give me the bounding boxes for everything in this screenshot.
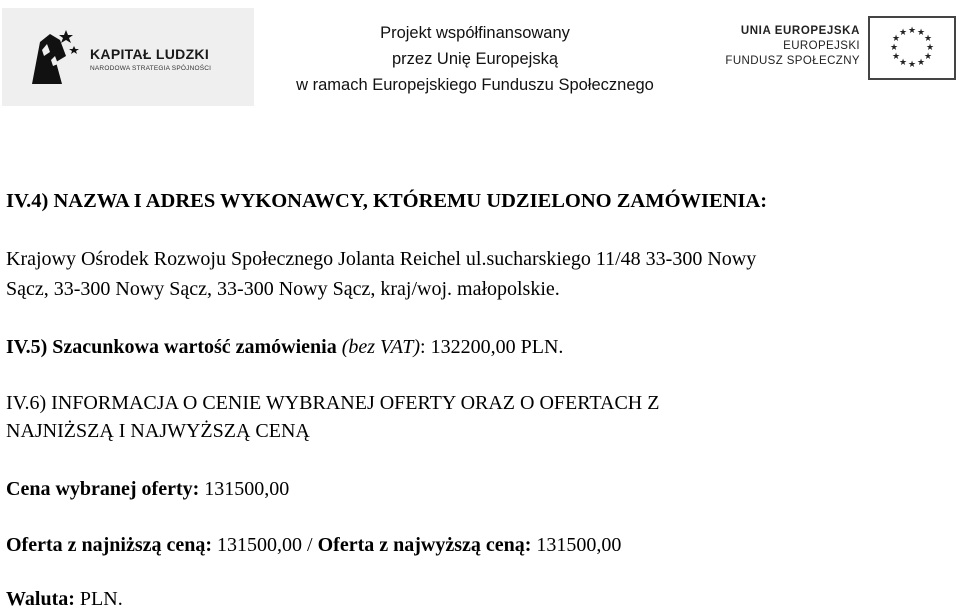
kapital-ludzki-emblem-icon xyxy=(30,26,80,88)
eu-line-2: EUROPEJSKI xyxy=(783,40,860,52)
funding-line-2: przez Unię Europejską xyxy=(392,50,558,68)
svg-text:★: ★ xyxy=(889,43,899,53)
estimated-value-row xyxy=(6,336,563,359)
estimated-value: : 132200,00 PLN. xyxy=(420,336,564,358)
section-iv6-heading-line-2: NAJNIŻSZĄ I NAJWYŻSZĄ CENĄ xyxy=(6,420,310,442)
eu-stars-icon xyxy=(870,18,954,78)
svg-text:★: ★ xyxy=(907,26,917,36)
funding-statement xyxy=(262,20,688,98)
svg-text:★: ★ xyxy=(925,43,935,53)
currency-value: PLN. xyxy=(79,588,123,610)
contractor-address-line-1: Krajowy Ośrodek Rozwoju Społecznego Jolanta Reichel ul.sucharskiego 11/48 33-300 Nowy xyxy=(6,248,757,270)
lowest-offer-value: 131500,00 xyxy=(217,534,303,556)
price-separator: / xyxy=(307,534,313,556)
svg-text:★: ★ xyxy=(907,60,917,70)
section-iv4-heading: IV.4) NAZWA I ADRES WYKONAWCY, KTÓREMU UDZIELONO ZAMÓWIENIA: xyxy=(6,190,768,212)
eu-logo-text xyxy=(700,24,860,69)
svg-text:★: ★ xyxy=(923,52,933,62)
section-iv6-heading-line-1: IV.6) INFORMACJA O CENIE WYBRANEJ OFERTY ORAZ O OFERTACH Z xyxy=(6,392,660,414)
contractor-address-line-2: Sącz, 33-300 Nowy Sącz, 33-300 Nowy Sącz, kraj/woj. małopolskie. xyxy=(6,278,560,300)
logo-title: KAPITAŁ LUDZKI xyxy=(90,46,210,62)
selected-price-value: 131500,00 xyxy=(204,478,290,500)
estimated-value-label: IV.5) Szacunkowa wartość zamówienia xyxy=(6,336,337,358)
highest-offer-value: 131500,00 xyxy=(536,534,622,556)
currency-label: Waluta: xyxy=(6,588,75,610)
eu-line-1: UNIA EUROPEJSKA xyxy=(740,25,860,37)
svg-text:★: ★ xyxy=(923,34,933,44)
price-range-row xyxy=(6,534,621,557)
vat-qualifier: (bez VAT) xyxy=(341,336,421,358)
eu-flag xyxy=(868,16,956,80)
selected-price-label: Cena wybranej oferty: xyxy=(6,478,200,500)
svg-text:★: ★ xyxy=(891,34,901,44)
selected-price-row xyxy=(6,478,289,501)
logo-subtitle: NARODOWA STRATEGIA SPÓJNOŚCI xyxy=(90,65,212,72)
svg-text:★: ★ xyxy=(891,52,901,62)
funding-line-3: w ramach Europejskiego Funduszu Społecznego xyxy=(296,76,654,94)
svg-text:★: ★ xyxy=(898,58,908,68)
currency-row xyxy=(6,588,123,611)
svg-text:★: ★ xyxy=(916,28,926,38)
highest-offer-label: Oferta z najwyższą ceną: xyxy=(317,534,532,556)
svg-text:★: ★ xyxy=(916,58,926,68)
funding-line-1: Projekt współfinansowany xyxy=(380,24,570,42)
lowest-offer-label: Oferta z najniższą ceną: xyxy=(6,534,213,556)
svg-text:★: ★ xyxy=(898,28,908,38)
kapital-ludzki-logo xyxy=(2,8,254,106)
eu-line-3: FUNDUSZ SPOŁECZNY xyxy=(725,55,860,67)
